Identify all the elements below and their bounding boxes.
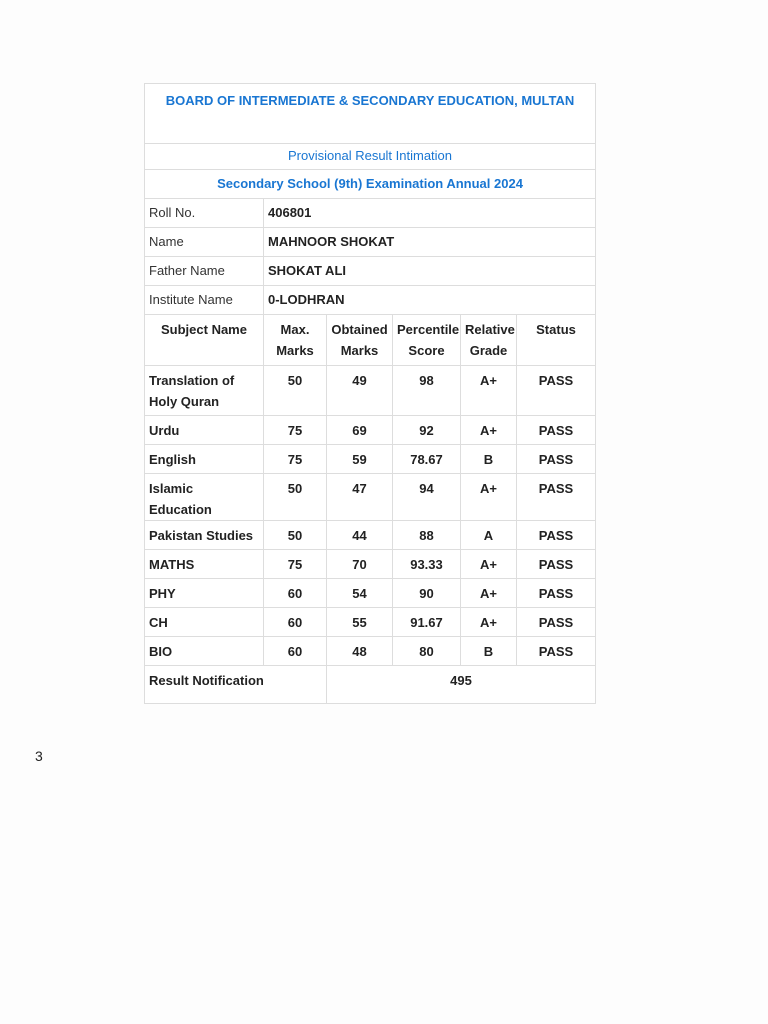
result-intimation-subtitle: Provisional Result Intimation	[145, 144, 596, 170]
percentile-score: 98	[393, 366, 461, 416]
max-marks: 50	[264, 366, 327, 416]
subject-name: English	[145, 445, 264, 474]
table-row	[145, 416, 596, 445]
percentile-score: 88	[393, 521, 461, 550]
max-marks: 75	[264, 445, 327, 474]
max-marks: 50	[264, 474, 327, 521]
result-notification-row	[145, 666, 596, 704]
student-name-value: MAHNOOR SHOKAT	[264, 228, 596, 257]
institute-name-value: 0-LODHRAN	[264, 286, 596, 315]
father-name-label: Father Name	[145, 257, 264, 286]
status: PASS	[517, 550, 596, 579]
table-row	[145, 445, 596, 474]
board-title: BOARD OF INTERMEDIATE & SECONDARY EDUCATION, MULTAN	[145, 84, 596, 144]
roll-number-value: 406801	[264, 199, 596, 228]
col-obtained-marks: Obtained Marks	[327, 315, 393, 366]
percentile-score: 93.33	[393, 550, 461, 579]
col-percentile-score: Percentile Score	[393, 315, 461, 366]
max-marks: 50	[264, 521, 327, 550]
obtained-marks: 54	[327, 579, 393, 608]
result-notification-label: Result Notification	[145, 666, 327, 704]
subject-name: BIO	[145, 637, 264, 666]
table-row	[145, 637, 596, 666]
obtained-marks: 47	[327, 474, 393, 521]
subject-name: MATHS	[145, 550, 264, 579]
percentile-score: 91.67	[393, 608, 461, 637]
status: PASS	[517, 445, 596, 474]
relative-grade: A+	[461, 579, 517, 608]
subject-name: PHY	[145, 579, 264, 608]
status: PASS	[517, 366, 596, 416]
col-max-marks: Max. Marks	[264, 315, 327, 366]
status: PASS	[517, 608, 596, 637]
table-row	[145, 579, 596, 608]
col-status: Status	[517, 315, 596, 366]
percentile-score: 90	[393, 579, 461, 608]
obtained-marks: 48	[327, 637, 393, 666]
percentile-score: 94	[393, 474, 461, 521]
page-number: 3	[35, 748, 43, 764]
subject-name: Urdu	[145, 416, 264, 445]
relative-grade: A+	[461, 608, 517, 637]
subject-name: Pakistan Studies	[145, 521, 264, 550]
marks-header-row	[145, 315, 596, 366]
obtained-marks: 55	[327, 608, 393, 637]
status: PASS	[517, 416, 596, 445]
result-card-table	[144, 83, 596, 704]
institute-name-row	[145, 286, 596, 315]
table-row	[145, 550, 596, 579]
subject-name: CH	[145, 608, 264, 637]
student-name-row	[145, 228, 596, 257]
status: PASS	[517, 521, 596, 550]
percentile-score: 92	[393, 416, 461, 445]
max-marks: 60	[264, 608, 327, 637]
institute-name-label: Institute Name	[145, 286, 264, 315]
obtained-marks: 70	[327, 550, 393, 579]
max-marks: 60	[264, 579, 327, 608]
roll-number-row	[145, 199, 596, 228]
father-name-row	[145, 257, 596, 286]
percentile-score: 78.67	[393, 445, 461, 474]
exam-title: Secondary School (9th) Examination Annual 2024	[145, 170, 596, 199]
table-row	[145, 366, 596, 416]
obtained-marks: 69	[327, 416, 393, 445]
percentile-score: 80	[393, 637, 461, 666]
subject-name: Translation of Holy Quran	[145, 366, 264, 416]
relative-grade: B	[461, 637, 517, 666]
student-name-label: Name	[145, 228, 264, 257]
roll-number-label: Roll No.	[145, 199, 264, 228]
relative-grade: A+	[461, 416, 517, 445]
relative-grade: B	[461, 445, 517, 474]
table-row	[145, 521, 596, 550]
total-marks-value: 495	[327, 666, 596, 704]
obtained-marks: 49	[327, 366, 393, 416]
father-name-value: SHOKAT ALI	[264, 257, 596, 286]
obtained-marks: 44	[327, 521, 393, 550]
table-row	[145, 608, 596, 637]
relative-grade: A+	[461, 550, 517, 579]
relative-grade: A+	[461, 366, 517, 416]
table-row	[145, 474, 596, 521]
relative-grade: A+	[461, 474, 517, 521]
max-marks: 75	[264, 550, 327, 579]
col-relative-grade: Relative Grade	[461, 315, 517, 366]
relative-grade: A	[461, 521, 517, 550]
obtained-marks: 59	[327, 445, 393, 474]
max-marks: 60	[264, 637, 327, 666]
status: PASS	[517, 579, 596, 608]
subject-name: Islamic Education	[145, 474, 264, 521]
max-marks: 75	[264, 416, 327, 445]
status: PASS	[517, 474, 596, 521]
col-subject-name: Subject Name	[145, 315, 264, 366]
status: PASS	[517, 637, 596, 666]
